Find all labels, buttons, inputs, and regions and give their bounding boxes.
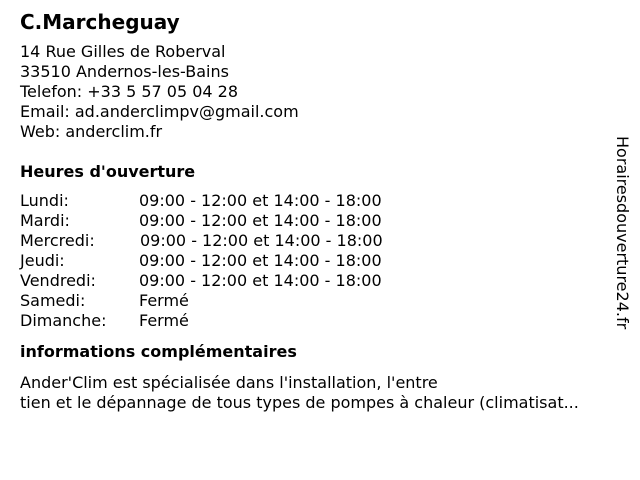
hours-day: Samedi: (20, 291, 86, 310)
website: Web: anderclim.fr (20, 122, 163, 141)
hours-time: 09:00 - 12:00 et 14:00 - 18:00 (139, 271, 382, 290)
hours-time: 09:00 - 12:00 et 14:00 - 18:00 (139, 251, 382, 270)
hours-row-samedi (20, 291, 620, 311)
hours-time: 09:00 - 12:00 et 14:00 - 18:00 (140, 231, 383, 250)
hours-day: Jeudi: (20, 251, 65, 270)
hours-row-mardi (20, 211, 620, 231)
hours-row-dimanche (20, 311, 620, 331)
hours-time: 09:00 - 12:00 et 14:00 - 18:00 (139, 211, 382, 230)
opening-hours-list (20, 191, 620, 331)
hours-row-jeudi (20, 251, 620, 271)
hours-day: Dimanche: (20, 311, 107, 330)
hours-time: 09:00 - 12:00 et 14:00 - 18:00 (139, 191, 382, 210)
description-line-1: Ander'Clim est spécialisée dans l'installation, l'entre (20, 373, 438, 392)
hours-row-mercredi (20, 231, 620, 251)
hours-time: Fermé (139, 291, 189, 310)
site-watermark: Horairesdouverture24.fr (613, 136, 632, 330)
hours-day: Mardi: (20, 211, 70, 230)
hours-row-lundi (20, 191, 620, 211)
address-street: 14 Rue Gilles de Roberval (20, 42, 226, 61)
address-city: 33510 Andernos-les-Bains (20, 62, 229, 81)
hours-time: Fermé (139, 311, 189, 330)
hours-day: Mercredi: (20, 231, 95, 250)
business-name: C.Marcheguay (20, 10, 180, 34)
hours-row-vendredi (20, 271, 620, 291)
hours-day: Vendredi: (20, 271, 96, 290)
hours-day: Lundi: (20, 191, 69, 210)
opening-hours-heading: Heures d'ouverture (20, 162, 196, 181)
description-line-2: tien et le dépannage de tous types de pompes à chaleur (climatisat... (20, 393, 579, 412)
email-address: Email: ad.anderclimpv@gmail.com (20, 102, 299, 121)
additional-info-heading: informations complémentaires (20, 342, 297, 361)
phone-number: Telefon: +33 5 57 05 04 28 (20, 82, 239, 101)
business-card (20, 8, 620, 413)
